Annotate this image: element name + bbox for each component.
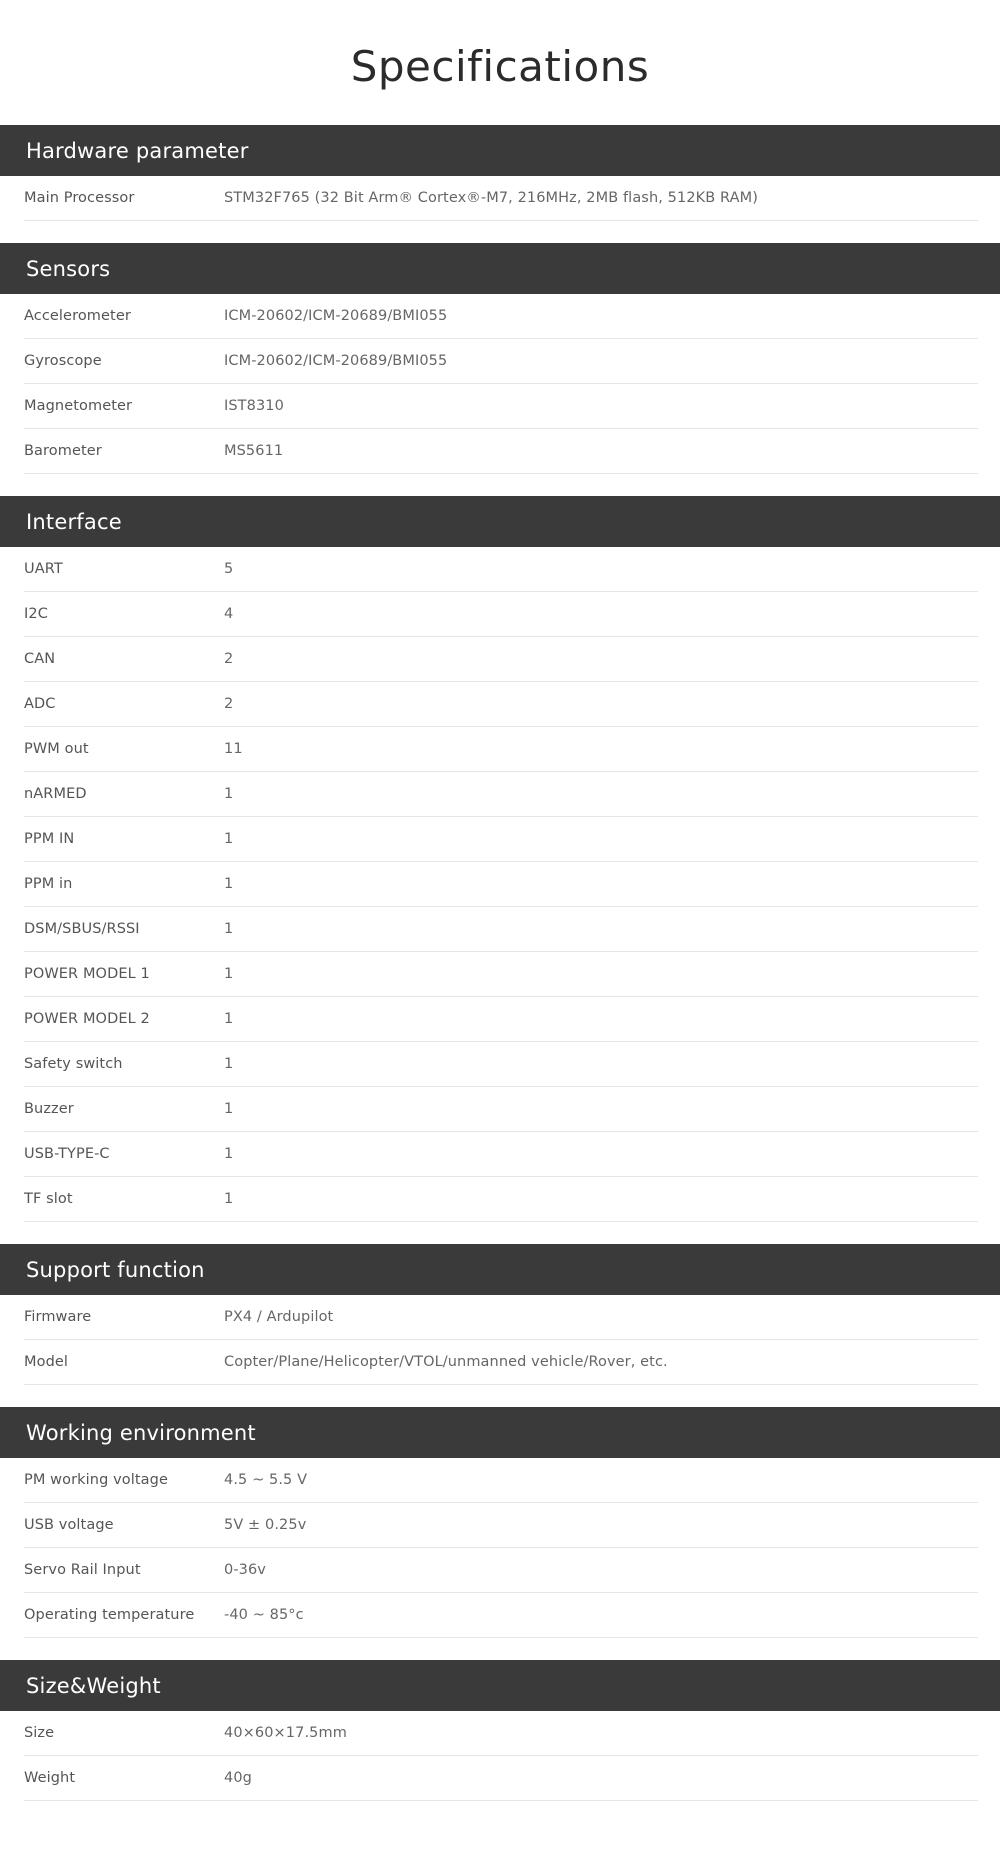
spec-label: Main Processor xyxy=(24,190,135,206)
spec-label: Size xyxy=(24,1725,55,1741)
spec-value: 1 xyxy=(224,1101,234,1117)
table-row xyxy=(24,1756,978,1801)
table-row xyxy=(24,682,978,727)
section-header xyxy=(0,1407,1000,1458)
spec-value: Copter/Plane/Helicopter/VTOL/unmanned vehicle/Rover, etc. xyxy=(224,1354,668,1370)
section-gap xyxy=(0,1385,1000,1407)
table-row xyxy=(24,176,978,221)
spec-value: MS5611 xyxy=(224,443,284,459)
spec-label: Firmware xyxy=(24,1309,92,1325)
spec-value: 2 xyxy=(224,696,234,712)
spec-value: 1 xyxy=(224,786,234,802)
spec-value: 5V ± 0.25v xyxy=(224,1517,307,1533)
spec-value: 1 xyxy=(224,966,234,982)
spec-label: ADC xyxy=(24,696,56,712)
table-row xyxy=(24,1548,978,1593)
table-row xyxy=(24,1503,978,1548)
page-title: Specifications xyxy=(350,42,650,91)
spec-value: 1 xyxy=(224,876,234,892)
spec-label: TF slot xyxy=(24,1191,73,1207)
table-row xyxy=(24,1340,978,1385)
spec-value: 1 xyxy=(224,921,234,937)
table-row xyxy=(24,772,978,817)
section-gap xyxy=(0,1222,1000,1244)
table-row xyxy=(24,727,978,772)
spec-value: 5 xyxy=(224,561,234,577)
table-row xyxy=(24,1087,978,1132)
table-row xyxy=(24,1593,978,1638)
specifications-table xyxy=(0,125,1000,1801)
table-row xyxy=(24,1042,978,1087)
spec-label: Safety switch xyxy=(24,1056,123,1072)
spec-value: 4 xyxy=(224,606,234,622)
spec-value: 1 xyxy=(224,1191,234,1207)
spec-value: 11 xyxy=(224,741,243,757)
section-rows xyxy=(0,1711,1000,1801)
spec-label: PPM in xyxy=(24,876,73,892)
spec-label: UART xyxy=(24,561,63,577)
spec-label: Barometer xyxy=(24,443,102,459)
section-gap xyxy=(0,1638,1000,1660)
section-header-label: Hardware parameter xyxy=(26,138,249,163)
spec-label: USB voltage xyxy=(24,1517,114,1533)
section-rows xyxy=(0,176,1000,221)
spec-label: POWER MODEL 1 xyxy=(24,966,150,982)
table-row xyxy=(24,952,978,997)
section-header-label: Interface xyxy=(26,509,122,534)
spec-label: Weight xyxy=(24,1770,76,1786)
spec-label: CAN xyxy=(24,651,56,667)
section-header xyxy=(0,125,1000,176)
spec-value: IST8310 xyxy=(224,398,284,414)
table-row xyxy=(24,294,978,339)
spec-label: Gyroscope xyxy=(24,353,102,369)
section-gap xyxy=(0,474,1000,496)
spec-label: DSM/SBUS/RSSI xyxy=(24,921,140,937)
spec-value: -40 ~ 85°c xyxy=(224,1607,304,1623)
table-row xyxy=(24,547,978,592)
table-row xyxy=(24,429,978,474)
section-header xyxy=(0,496,1000,547)
section-header xyxy=(0,1244,1000,1295)
section-header xyxy=(0,243,1000,294)
spec-value: STM32F765 (32 Bit Arm® Cortex®-M7, 216MHz, 2MB flash, 512KB RAM) xyxy=(224,190,758,206)
section-header-label: Size&Weight xyxy=(26,1673,161,1698)
section-rows xyxy=(0,1295,1000,1385)
spec-label: Servo Rail Input xyxy=(24,1562,141,1578)
table-row xyxy=(24,1132,978,1177)
spec-value: 2 xyxy=(224,651,234,667)
spec-value: 40×60×17.5mm xyxy=(224,1725,347,1741)
table-row xyxy=(24,1711,978,1756)
spec-value: 40g xyxy=(224,1770,252,1786)
spec-value: ICM-20602/ICM-20689/BMI055 xyxy=(224,353,448,369)
table-row xyxy=(24,1177,978,1222)
section-header-label: Working environment xyxy=(26,1420,256,1445)
spec-label: Model xyxy=(24,1354,69,1370)
table-row xyxy=(24,384,978,429)
spec-label: Accelerometer xyxy=(24,308,131,324)
section-rows xyxy=(0,294,1000,474)
spec-label: PWM out xyxy=(24,741,89,757)
spec-value: 0-36v xyxy=(224,1562,266,1578)
table-row xyxy=(24,817,978,862)
spec-value: 1 xyxy=(224,831,234,847)
table-row xyxy=(24,862,978,907)
section-rows xyxy=(0,547,1000,1222)
table-row xyxy=(24,1295,978,1340)
spec-value: 1 xyxy=(224,1011,234,1027)
table-row xyxy=(24,1458,978,1503)
spec-value: 1 xyxy=(224,1146,234,1162)
table-row xyxy=(24,637,978,682)
section-header xyxy=(0,1660,1000,1711)
spec-label: PM working voltage xyxy=(24,1472,168,1488)
spec-label: Operating temperature xyxy=(24,1607,195,1623)
section-rows xyxy=(0,1458,1000,1638)
table-row xyxy=(24,339,978,384)
section-header-label: Sensors xyxy=(26,256,111,281)
table-row xyxy=(24,592,978,637)
spec-label: Buzzer xyxy=(24,1101,74,1117)
spec-label: I2C xyxy=(24,606,48,622)
spec-value: 1 xyxy=(224,1056,234,1072)
spec-label: PPM IN xyxy=(24,831,75,847)
section-gap xyxy=(0,221,1000,243)
spec-label: Magnetometer xyxy=(24,398,133,414)
table-row xyxy=(24,907,978,952)
spec-label: USB-TYPE-C xyxy=(24,1146,110,1162)
spec-value: PX4 / Ardupilot xyxy=(224,1309,334,1325)
spec-label: POWER MODEL 2 xyxy=(24,1011,150,1027)
spec-value: ICM-20602/ICM-20689/BMI055 xyxy=(224,308,448,324)
table-row xyxy=(24,997,978,1042)
section-header-label: Support function xyxy=(26,1257,205,1282)
spec-value: 4.5 ~ 5.5 V xyxy=(224,1472,308,1488)
spec-label: nARMED xyxy=(24,786,87,802)
